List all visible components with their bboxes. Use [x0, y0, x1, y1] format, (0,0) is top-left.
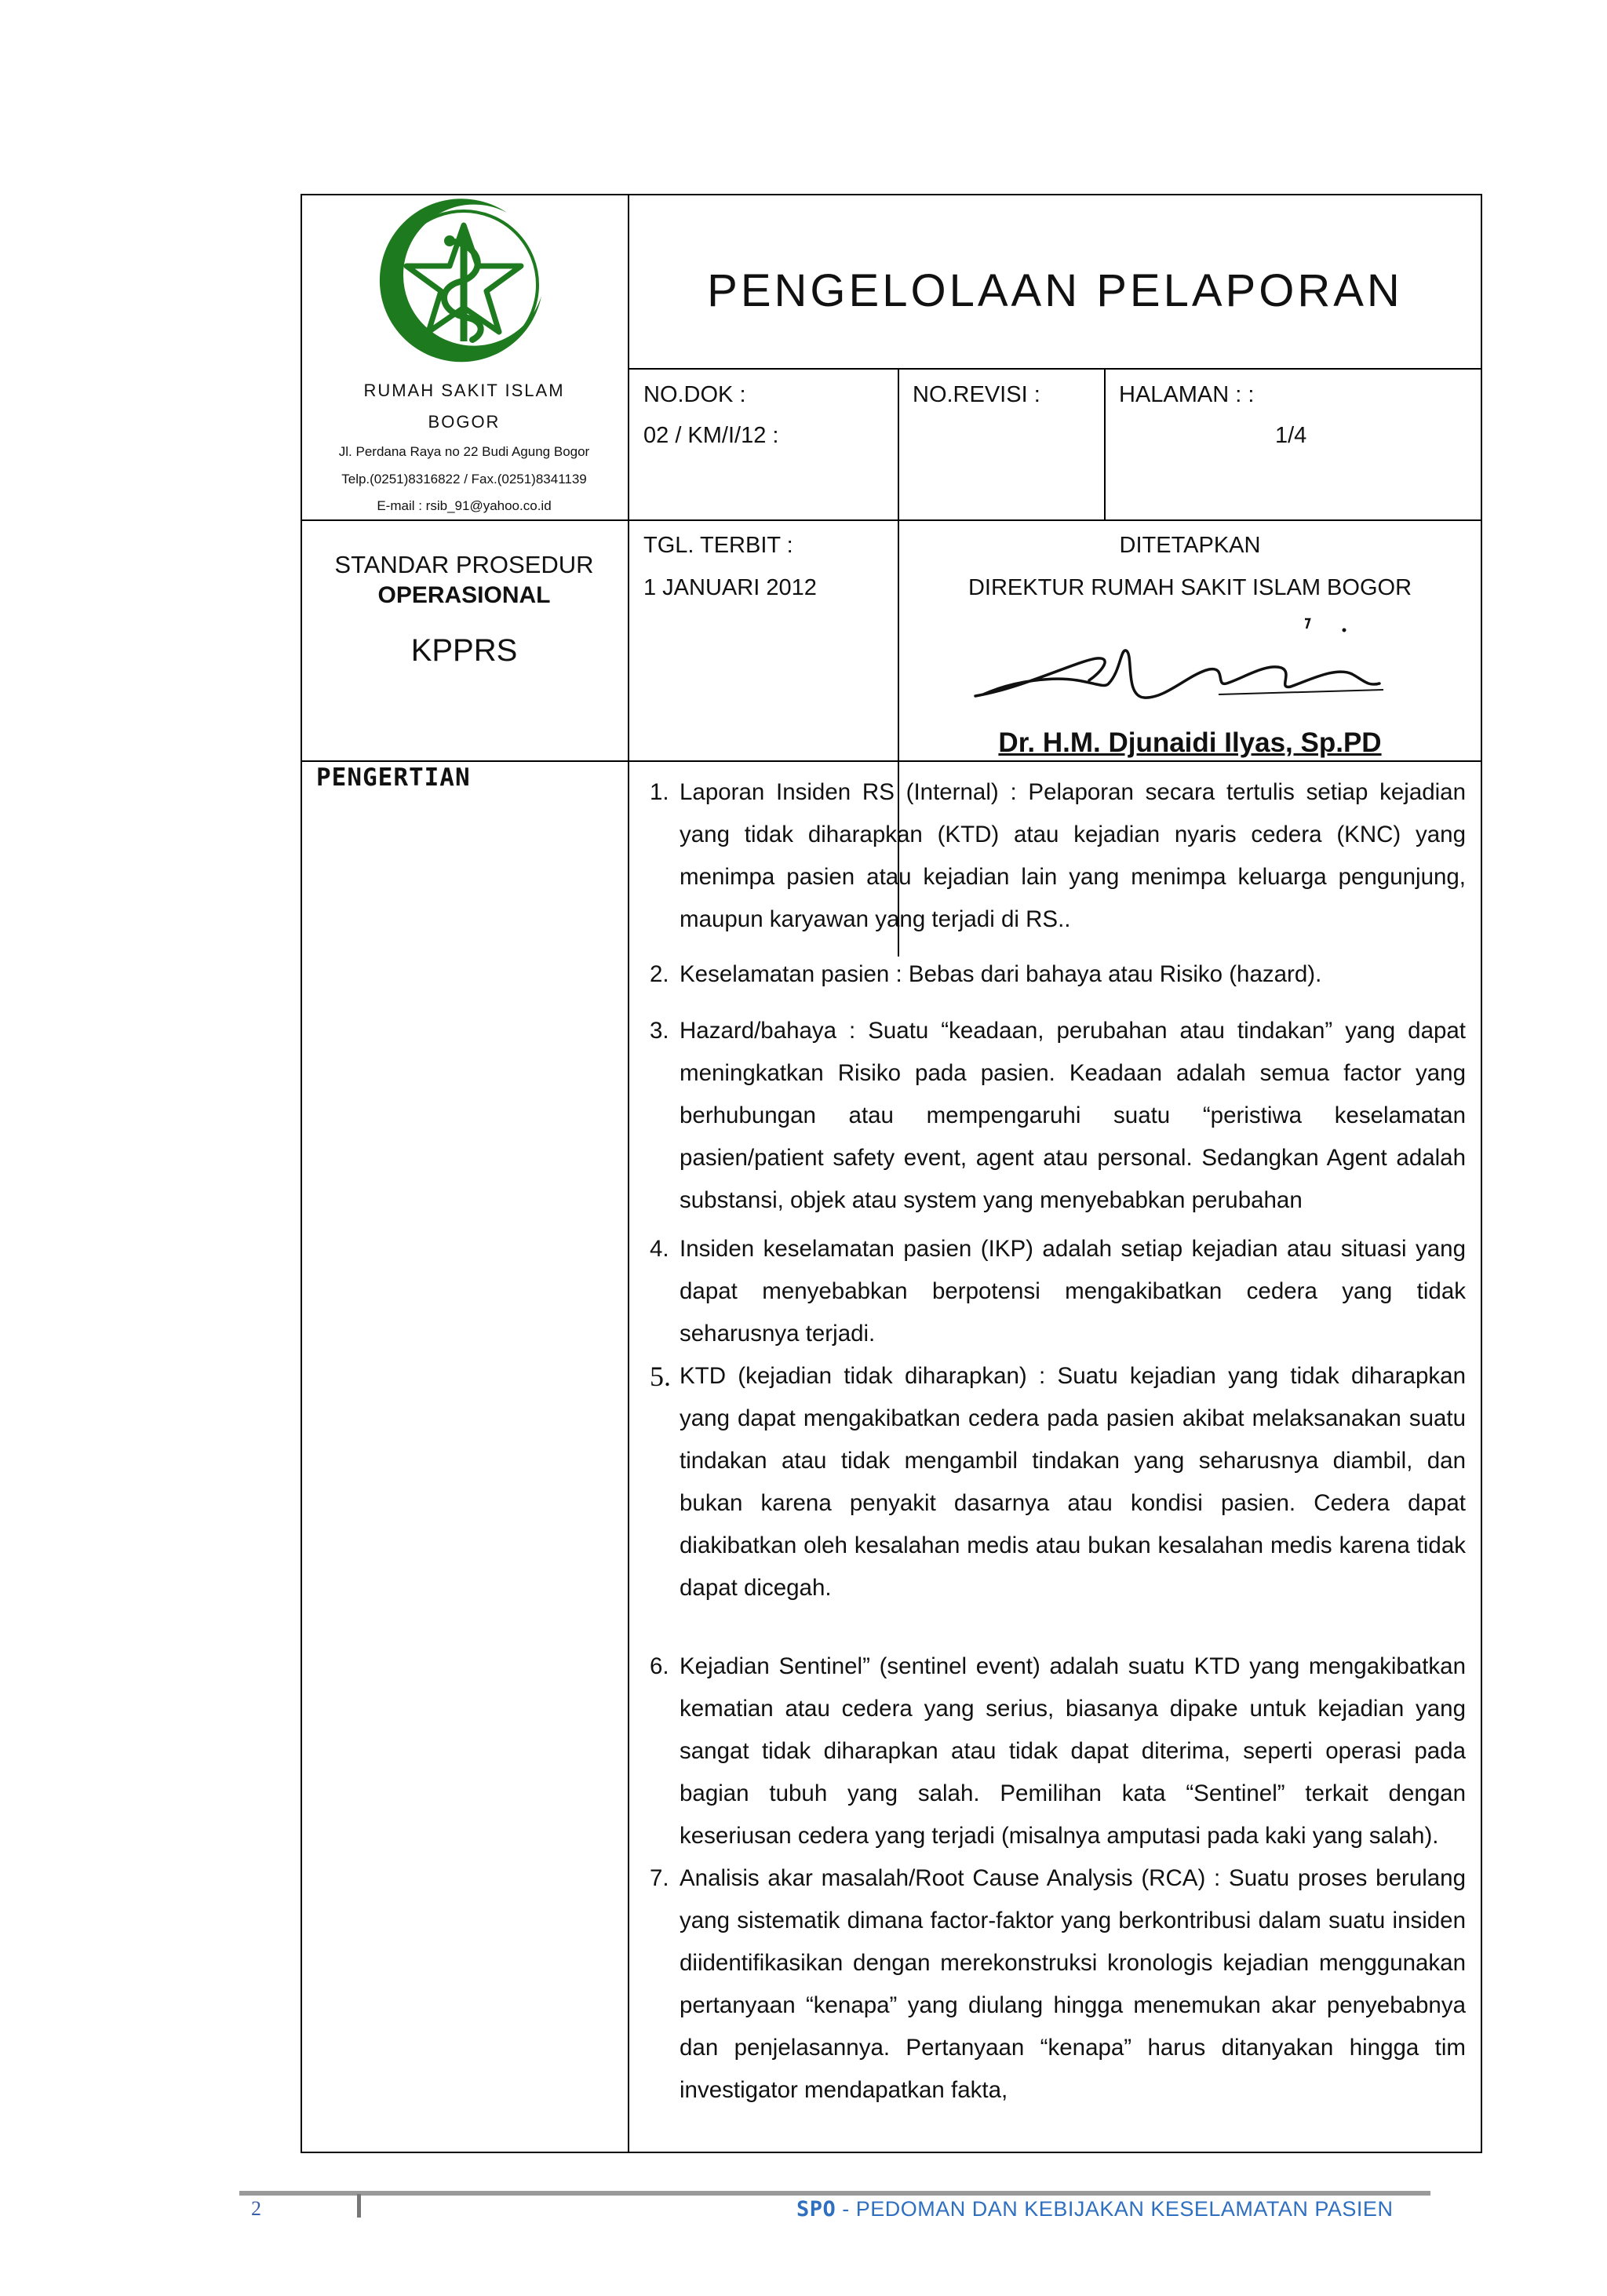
halaman-label: HALAMAN : :: [1119, 382, 1255, 407]
footer-rule: [239, 2191, 1430, 2196]
footer-title: [796, 2197, 1393, 2221]
row-divider-meta: [301, 519, 1482, 521]
hospital-phone: Telp.(0251)8316822 / Fax.(0251)8341139: [341, 472, 587, 487]
list-item-number: 4.: [650, 1236, 669, 1262]
hospital-name-line1: RUMAH SAKIT ISLAM: [363, 381, 565, 400]
tgl-terbit-label: TGL. TERBIT :: [643, 533, 793, 558]
row-divider-title: [628, 368, 1482, 370]
list-item-number: 6.: [650, 1653, 669, 1679]
halaman-value: 1/4: [1275, 423, 1307, 448]
signature-icon: [960, 602, 1399, 720]
spo-label-line2: OPERASIONAL: [377, 582, 551, 608]
signatory-name: Dr. H.M. Djunaidi Ilyas, Sp.PD: [998, 727, 1382, 758]
footer-text: - PEDOMAN DAN KEBIJAKAN KESELAMATAN PASIEN: [836, 2197, 1394, 2221]
footer-tick: [357, 2194, 361, 2218]
direktur-label: DIREKTUR RUMAH SAKIT ISLAM BOGOR: [967, 575, 1412, 600]
list-item-number: 1.: [650, 779, 669, 805]
row-divider-header: [301, 760, 1482, 762]
list-item-number: 3.: [650, 1018, 669, 1044]
list-item-number: 5.: [650, 1361, 671, 1392]
column-divider-main: [628, 194, 629, 2153]
hospital-email: E-mail : rsib_91@yahoo.co.id: [377, 498, 552, 513]
list-item-text: Insiden keselamatan pasien (IKP) adalah setiap kejadian atau situasi yang dapat menyebabkan berpotensi mengakibatkan cedera yang tidak seharusnya terjadi.: [680, 1236, 1466, 1347]
list-item-text: Hazard/bahaya : Suatu “keadaan, perubahan atau tindakan” yang dapat meningkatkan Risiko pada pasien. Keadaan adalah semua factor yang berhubungan atau mempengaruhi suatu “peristiwa keselamatan pasien/patient safety event, agent atau personal. Sedangkan Agent adalah substansi, objek atau system yang menyebabkan perubahan: [680, 1018, 1466, 1213]
list-item: [650, 1857, 1466, 2112]
section-label-pengertian: PENGERTIAN: [316, 764, 471, 792]
list-item-text: Laporan Insiden RS (Internal) : Pelaporan secara tertulis setiap kejadian yang tidak diharapkan (KTD) atau kejadian nyaris cedera (KNC) yang menimpa pasien atau kejadian lain yang menimpa keluarga pengunjung, maupun karyawan yang terjadi di RS..: [680, 779, 1466, 932]
hospital-name-line2: BOGOR: [428, 412, 501, 432]
list-item-text: Kejadian Sentinel” (sentinel event) adalah suatu KTD yang mengakibatkan kematian atau cedera yang serius, biasanya dipake untuk kejadian yang sangat tidak diharapkan atau tidak dapat diterima, seperti operasi pada bagian tubuh yang salah. Pemilihan kata “Sentinel” terkait dengan keseriusan cedera yang terjadi (misalnya amputasi pada kaki yang salah).: [680, 1653, 1466, 1849]
tgl-terbit-value: 1 JANUARI 2012: [643, 575, 817, 600]
ditetapkan-label: DITETAPKAN: [1119, 533, 1261, 558]
list-item: [650, 1010, 1466, 1222]
list-item: [650, 1228, 1466, 1355]
column-divider-halaman: [1104, 368, 1106, 519]
footer-spo: SPO: [796, 2197, 836, 2221]
definitions-list: [650, 771, 1466, 2112]
list-item-text: Analisis akar masalah/Root Cause Analysis (RCA) : Suatu proses berulang yang sistematik dimana factor-faktor yang berkontribusi dalam suatu insiden diidentifikasikan dengan merekonstruksi kronologis kejadian menggunakan pertanyaan “kenapa” yang diulang hingga menemukan akar penyebabnya dan penjelasannya. Pertanyaan “kenapa” harus ditanyakan hingga tim investigator mendapatkan fakta,: [680, 1865, 1466, 2103]
page-number: 2: [251, 2197, 261, 2220]
no-dok-value: 02 / KM/I/12 :: [643, 423, 779, 448]
hospital-address: Jl. Perdana Raya no 22 Budi Agung Bogor: [338, 444, 590, 459]
spo-label-line1: STANDAR PROSEDUR: [334, 551, 594, 578]
list-item-number: 2.: [650, 961, 669, 987]
list-item: [650, 1645, 1466, 1857]
no-revisi-label: NO.REVISI :: [913, 382, 1040, 407]
list-item-number: 7.: [650, 1865, 669, 1891]
spo-document: [301, 194, 1482, 2153]
list-item-text: Keselamatan pasien : Bebas dari bahaya atau Risiko (hazard).: [680, 961, 1322, 987]
hospital-logo-icon: [375, 194, 556, 373]
list-item: [650, 771, 1466, 941]
list-item: [650, 953, 1466, 996]
spo-label-kpprs: KPPRS: [410, 633, 518, 668]
document-title: PENGELOLAAN PELAPORAN: [707, 265, 1403, 316]
list-item: [650, 1355, 1466, 1609]
list-item-text: KTD (kejadian tidak diharapkan) : Suatu kejadian yang tidak diharapkan yang dapat mengakibatkan cedera pada pasien akibat melaksanakan suatu tindakan atau tidak mengambil tindakan yang seharusnya diambil, dan bukan karena penyakit dasarnya atau kondisi pasien. Cedera dapat diakibatkan oleh kesalahan medis atau bukan kesalahan medis karena tidak dapat dicegah.: [680, 1363, 1466, 1601]
no-dok-label: NO.DOK :: [643, 382, 746, 407]
